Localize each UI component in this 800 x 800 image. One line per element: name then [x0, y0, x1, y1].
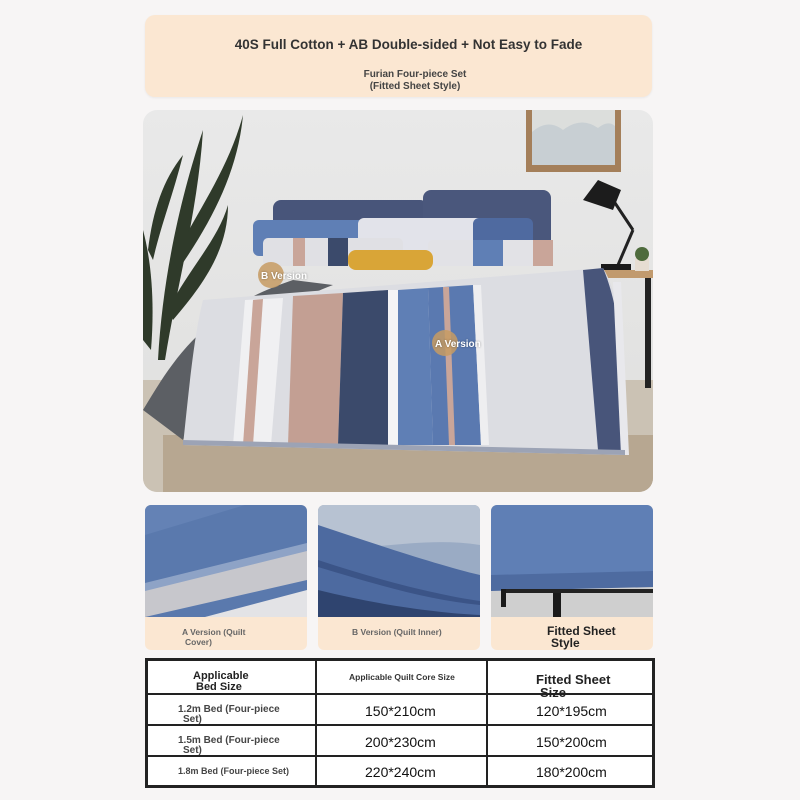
bed-size-line2: Set) — [183, 745, 202, 756]
sheet-size-value: 180*200cm — [536, 764, 607, 780]
title-banner — [145, 15, 652, 97]
quilt-size-value: 150*210cm — [365, 703, 436, 719]
table-row — [148, 757, 652, 785]
quilt-size-cell — [317, 695, 488, 724]
bed-size-line2: Set) — [183, 714, 202, 725]
tile-b-version — [318, 505, 480, 650]
fitted-sheet-photo — [491, 505, 653, 617]
sheet-size-cell — [488, 726, 652, 755]
sheet-size-value: 150*200cm — [536, 734, 607, 750]
a-version-label: A Version — [435, 339, 481, 350]
banner-subtitle-line2: (Fitted Sheet Style) — [369, 81, 461, 92]
size-table — [145, 658, 655, 788]
header-bed-size-line1: Applicable — [193, 670, 249, 682]
header-fitted-sheet-size-line1: Fitted Sheet — [536, 672, 611, 687]
sheet-size-value: 120*195cm — [536, 703, 607, 719]
quilt-size-value: 200*230cm — [365, 734, 436, 750]
tile-fitted-caption-line1: Fitted Sheet — [547, 624, 616, 638]
banner-subtitle-line1: Furian Four-piece Set — [363, 69, 467, 80]
tile-b-caption — [318, 617, 480, 650]
header-quilt-core-size — [317, 661, 488, 693]
banner-subtitle — [285, 69, 545, 93]
tile-a-caption-line2: Cover) — [185, 637, 212, 647]
sheet-size-cell — [488, 757, 652, 785]
desk-lamp — [583, 180, 633, 272]
header-fitted-sheet-size — [488, 661, 652, 700]
tile-a-caption-line1: A Version (Quilt — [182, 627, 246, 637]
a-version-fabric-photo — [145, 505, 307, 617]
table-row — [148, 726, 652, 757]
tile-fitted-sheet — [491, 505, 653, 650]
header-fitted-sheet-size-line2: Size — [540, 685, 567, 700]
bedroom-illustration — [143, 110, 653, 492]
quilt-size-cell — [317, 757, 488, 785]
b-version-label: B Version — [261, 271, 308, 282]
bed-size-line1: 1.8m Bed (Four-piece Set) — [178, 766, 290, 776]
banner-headline: 40S Full Cotton + AB Double-sided + Not Easy to Fade — [234, 37, 583, 52]
header-bed-size-line2: Bed Size — [196, 681, 242, 693]
bedroom-product-photo — [143, 110, 653, 492]
quilt-size-cell — [317, 726, 488, 755]
table-row — [148, 695, 652, 726]
b-version-fabric-photo — [318, 505, 480, 617]
bed-size-cell — [148, 695, 317, 724]
duvet-stripes — [183, 268, 629, 455]
tile-a-version — [145, 505, 307, 650]
bed-size-line1: 1.5m Bed (Four-piece — [178, 735, 280, 746]
quilt-size-value: 220*240cm — [365, 764, 436, 780]
sheet-size-cell — [488, 695, 652, 724]
bed-size-cell — [148, 726, 317, 755]
tile-a-caption — [145, 617, 307, 650]
bed-size-cell — [148, 757, 317, 785]
header-bed-size — [148, 661, 317, 693]
tile-b-caption-line1: B Version (Quilt Inner) — [352, 627, 442, 637]
table-header-row — [148, 661, 652, 700]
tile-fitted-caption — [491, 617, 653, 650]
header-quilt-core-size-text: Applicable Quilt Core Size — [349, 672, 455, 682]
tile-fitted-caption-line2: Style — [551, 636, 580, 650]
bed-size-line1: 1.2m Bed (Four-piece — [178, 704, 280, 715]
